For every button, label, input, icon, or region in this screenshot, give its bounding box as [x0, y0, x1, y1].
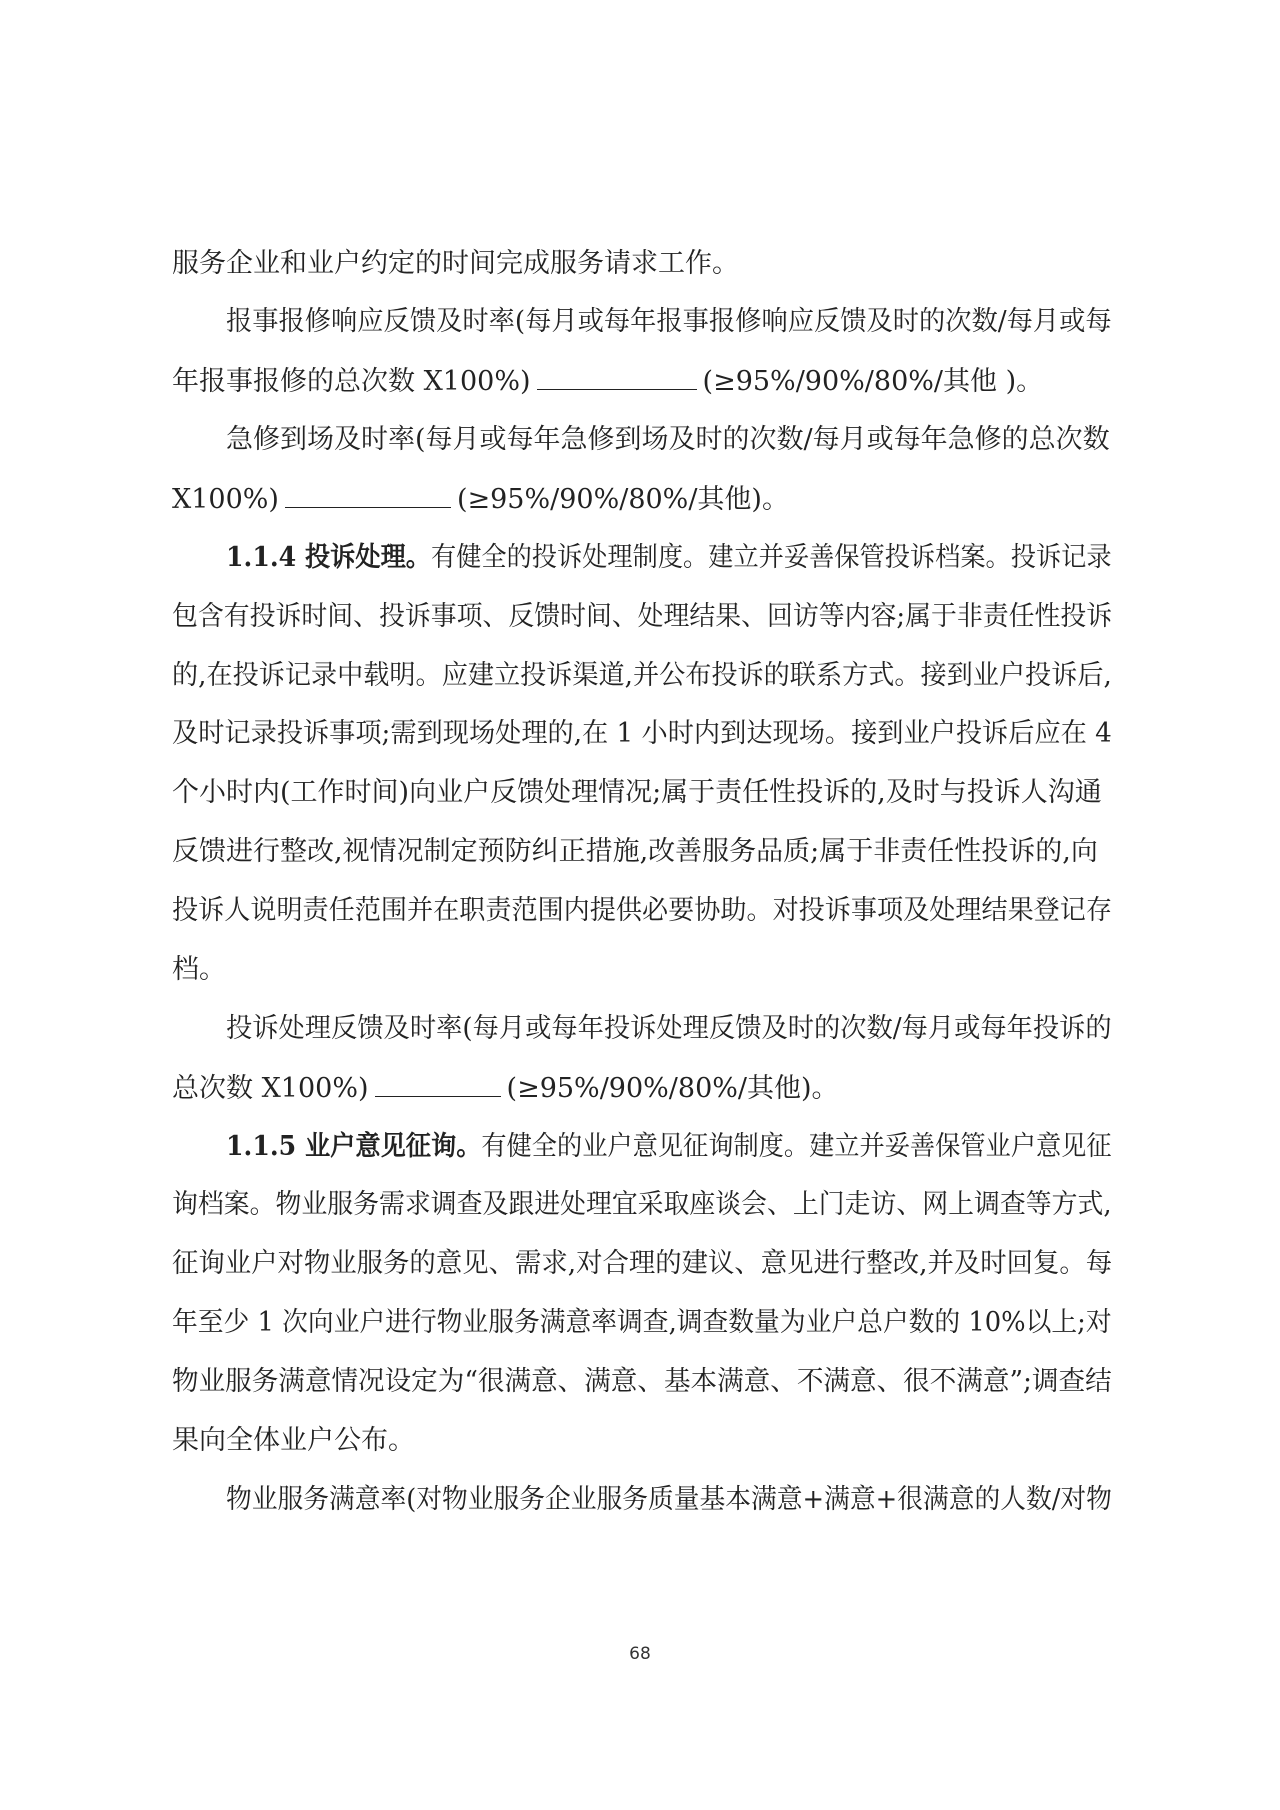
text-segment: 有健全的业户意见征询制度。建立并妥善保管业户意见征: [481, 1131, 1112, 1162]
text-line: 报事报修响应反馈及时率(每月或每年报事报修响应反馈及时的次数/每月或每: [226, 306, 1112, 337]
text-line: [226, 1133, 1112, 1160]
text-line: 询档案。物业服务需求调查及跟进处理宜采取座谈会、上门走访、网上调查等方式,: [172, 1189, 1112, 1220]
fill-in-blank: [375, 1074, 501, 1097]
text-segment: 有健全的投诉处理制度。建立并妥善保管投诉档案。投诉记录: [430, 542, 1112, 573]
text-line: [172, 367, 1043, 395]
text-line: [172, 1074, 839, 1102]
text-line: 果向全体业户公布。: [172, 1425, 415, 1456]
text-segment: 年报事报修的总次数 X100%): [172, 366, 531, 397]
text-line: 的,在投诉记录中载明。应建立投诉渠道,并公布投诉的联系方式。接到业户投诉后,: [172, 660, 1112, 691]
section-heading: 1.1.4 投诉处理。: [226, 542, 431, 573]
text-line: 包含有投诉时间、投诉事项、反馈时间、处理结果、回访等内容;属于非责任性投诉: [172, 601, 1113, 632]
text-segment: (≥95%/90%/80%/其他 )。: [702, 366, 1044, 397]
text-line: 投诉人说明责任范围并在职责范围内提供必要协助。对投诉事项及处理结果登记存: [172, 895, 1113, 926]
text-line: 及时记录投诉事项;需到现场处理的,在 1 小时内到达现场。接到业户投诉后应在 4: [172, 718, 1112, 749]
text-line: 投诉处理反馈及时率(每月或每年投诉处理反馈及时的次数/每月或每年投诉的: [226, 1013, 1112, 1044]
text-segment: X100%): [172, 484, 279, 515]
text-segment: (≥95%/90%/80%/其他)。: [506, 1073, 839, 1104]
fill-in-blank: [285, 485, 451, 508]
text-line: [172, 485, 789, 513]
text-line: 反馈进行整改,视情况制定预防纠正措施,改善服务品质;属于非责任性投诉的,向: [172, 836, 1098, 867]
text-line: 个小时内(工作时间)向业户反馈处理情况;属于责任性投诉的,及时与投诉人沟通: [172, 777, 1102, 808]
text-line: [226, 544, 1112, 571]
fill-in-blank: [537, 367, 697, 390]
page-number: 68: [629, 1644, 651, 1664]
text-line: 档。: [172, 954, 226, 985]
text-line: 征询业户对物业服务的意见、需求,对合理的建议、意见进行整改,并及时回复。每: [172, 1248, 1113, 1279]
text-line: 急修到场及时率(每月或每年急修到场及时的次数/每月或每年急修的总次数: [226, 424, 1110, 455]
text-line: 物业服务满意情况设定为“很满意、满意、基本满意、不满意、很不满意”;调查结: [172, 1366, 1112, 1397]
text-line: 服务企业和业户约定的时间完成服务请求工作。: [172, 248, 739, 279]
text-line: 年至少 1 次向业户进行物业服务满意率调查,调查数量为业户总户数的 10%以上;对: [172, 1307, 1112, 1338]
text-line: 物业服务满意率(对物业服务企业服务质量基本满意+满意+很满意的人数/对物: [226, 1484, 1112, 1515]
text-segment: 总次数 X100%): [172, 1073, 369, 1104]
text-segment: (≥95%/90%/80%/其他)。: [456, 484, 789, 515]
section-heading: 1.1.5 业户意见征询。: [226, 1131, 482, 1162]
